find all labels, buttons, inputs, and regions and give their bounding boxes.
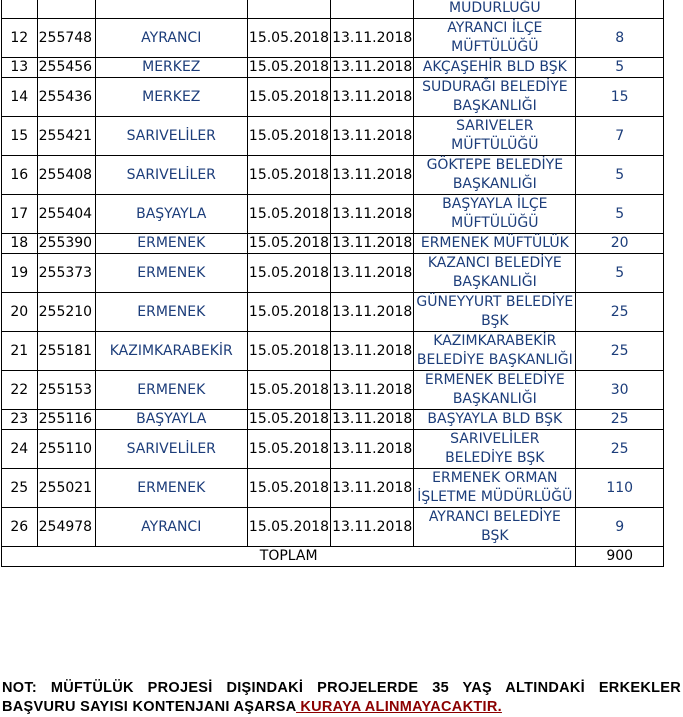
cell-kontenjan: 20 [576,234,664,254]
cell-start-date: 15.05.2018 [248,234,331,254]
total-value: 900 [576,547,664,567]
cell-no: 14 [2,78,38,117]
cell-end-date: 13.11.2018 [331,371,414,410]
cell-id: 255748 [38,19,96,58]
cell-start-date: 15.05.2018 [248,430,331,469]
note-text [2,679,681,717]
cell-no [2,0,38,19]
cell-no: 25 [2,469,38,508]
cell-kurum: SUDURAĞI BELEDİYE BAŞKANLIĞI [414,78,576,117]
cell-end-date: 13.11.2018 [331,430,414,469]
cell-ilce: SARIVELİLER [96,117,248,156]
cell-end-date: 13.11.2018 [331,58,414,78]
cell-end-date [331,0,414,19]
cell-kurum: AYRANCI BELEDİYE BŞK [414,508,576,547]
cell-kontenjan: 5 [576,195,664,234]
cell-start-date: 15.05.2018 [248,78,331,117]
cell-kurum: SARIVELER MÜFTÜLÜĞÜ [414,117,576,156]
cell-id: 255116 [38,410,96,430]
cell-kontenjan: 9 [576,508,664,547]
cell-kurum: ERMENEK BELEDİYE BAŞKANLIĞI [414,371,576,410]
cell-kontenjan: 5 [576,58,664,78]
cell-start-date: 15.05.2018 [248,508,331,547]
cell-kurum: BAŞYAYLA BLD BŞK [414,410,576,430]
cell-start-date: 15.05.2018 [248,117,331,156]
cell-id: 255153 [38,371,96,410]
cell-ilce: KAZIMKARABEKİR [96,332,248,371]
cell-kontenjan: 25 [576,332,664,371]
cell-kontenjan: 25 [576,410,664,430]
cell-end-date: 13.11.2018 [331,78,414,117]
cell-end-date: 13.11.2018 [331,19,414,58]
cell-id: 255404 [38,195,96,234]
cell-ilce: ERMENEK [96,469,248,508]
cell-ilce: MERKEZ [96,78,248,117]
table-row [2,410,664,430]
cell-kontenjan: 5 [576,254,664,293]
cell-no: 26 [2,508,38,547]
cell-ilce: AYRANCI [96,508,248,547]
cell-kontenjan: 30 [576,371,664,410]
cell-kurum: GÜNEYYURT BELEDİYE BŞK [414,293,576,332]
cell-kurum: ERMENEK ORMAN İŞLETME MÜDÜRLÜĞÜ [414,469,576,508]
cell-id: 255456 [38,58,96,78]
cell-end-date: 13.11.2018 [331,469,414,508]
cell-ilce: ERMENEK [96,293,248,332]
cell-start-date: 15.05.2018 [248,19,331,58]
cell-start-date: 15.05.2018 [248,156,331,195]
cell-no: 13 [2,58,38,78]
table-row [2,332,664,371]
cell-no: 21 [2,332,38,371]
table-row [2,234,664,254]
cell-id [38,0,96,19]
cell-id: 255390 [38,234,96,254]
cell-no: 18 [2,234,38,254]
cell-id: 255408 [38,156,96,195]
cell-kurum: KAZANCI BELEDİYE BAŞKANLIĞI [414,254,576,293]
cell-id: 255373 [38,254,96,293]
table-row [2,58,664,78]
cell-id: 255210 [38,293,96,332]
table-row [2,430,664,469]
cell-kurum: GÖKTEPE BELEDİYE BAŞKANLIĞI [414,156,576,195]
project-table [1,0,664,567]
cell-start-date: 15.05.2018 [248,58,331,78]
cell-kurum: MÜDÜRLÜĞÜ [414,0,576,19]
cell-kontenjan: 5 [576,156,664,195]
cell-start-date: 15.05.2018 [248,469,331,508]
cell-ilce: SARIVELİLER [96,430,248,469]
table-row [2,117,664,156]
cell-start-date [248,0,331,19]
total-row [2,547,664,567]
cell-no: 22 [2,371,38,410]
cell-no: 16 [2,156,38,195]
cell-start-date: 15.05.2018 [248,195,331,234]
cell-kurum: AYRANCI İLÇE MÜFTÜLÜĞÜ [414,19,576,58]
cell-end-date: 13.11.2018 [331,254,414,293]
note-highlight: KURAYA ALINMAYACAKTIR. [296,699,502,715]
cell-no: 23 [2,410,38,430]
cell-no: 15 [2,117,38,156]
table-row [2,293,664,332]
cell-ilce: BAŞYAYLA [96,410,248,430]
cell-id: 255181 [38,332,96,371]
table-body [2,0,664,567]
cell-end-date: 13.11.2018 [331,117,414,156]
cell-ilce: AYRANCI [96,19,248,58]
cell-kontenjan: 7 [576,117,664,156]
cell-end-date: 13.11.2018 [331,332,414,371]
table-row [2,371,664,410]
cell-no: 20 [2,293,38,332]
cell-kontenjan [576,0,664,19]
cell-end-date: 13.11.2018 [331,234,414,254]
table-row [2,195,664,234]
cell-kontenjan: 15 [576,78,664,117]
cell-kurum: SARIVELİLER BELEDİYE BŞK [414,430,576,469]
cell-kontenjan: 8 [576,19,664,58]
cell-id: 254978 [38,508,96,547]
cell-id: 255421 [38,117,96,156]
cell-ilce: ERMENEK [96,254,248,293]
cell-ilce: ERMENEK [96,234,248,254]
cell-ilce: BAŞYAYLA [96,195,248,234]
cell-ilce: ERMENEK [96,371,248,410]
cell-end-date: 13.11.2018 [331,195,414,234]
cell-kontenjan: 25 [576,430,664,469]
table-row [2,469,664,508]
cell-end-date: 13.11.2018 [331,410,414,430]
cell-no: 17 [2,195,38,234]
cell-kurum: ERMENEK MÜFTÜLÜK [414,234,576,254]
table-row [2,156,664,195]
cell-id: 255436 [38,78,96,117]
cell-start-date: 15.05.2018 [248,371,331,410]
table-row [2,78,664,117]
total-label: TOPLAM [2,547,576,567]
cell-ilce: MERKEZ [96,58,248,78]
cell-kontenjan: 25 [576,293,664,332]
cell-no: 12 [2,19,38,58]
cell-ilce: SARIVELİLER [96,156,248,195]
cell-kurum: BAŞYAYLA İLÇE MÜFTÜLÜĞÜ [414,195,576,234]
table-row [2,19,664,58]
cell-no: 19 [2,254,38,293]
cell-kontenjan: 110 [576,469,664,508]
cell-kurum: KAZIMKARABEKİR BELEDİYE BAŞKANLIĞI [414,332,576,371]
cell-start-date: 15.05.2018 [248,332,331,371]
cell-start-date: 15.05.2018 [248,254,331,293]
cell-end-date: 13.11.2018 [331,156,414,195]
cell-id: 255021 [38,469,96,508]
table-row [2,254,664,293]
cell-no: 24 [2,430,38,469]
cell-end-date: 13.11.2018 [331,508,414,547]
cell-end-date: 13.11.2018 [331,293,414,332]
cell-id: 255110 [38,430,96,469]
note-main: NOT: MÜFTÜLÜK PROJESİ DIŞINDAKİ PROJELERDE 35 YAŞ ALTINDAKİ ERKEKLER BAŞVURU SAYISI KONTENJANI AŞARSA [2,680,681,715]
cell-start-date: 15.05.2018 [248,410,331,430]
cell-start-date: 15.05.2018 [248,293,331,332]
table-row-prev-tail [2,0,664,19]
table-row [2,508,664,547]
cell-kurum: AKÇAŞEHİR BLD BŞK [414,58,576,78]
cell-ilce [96,0,248,19]
